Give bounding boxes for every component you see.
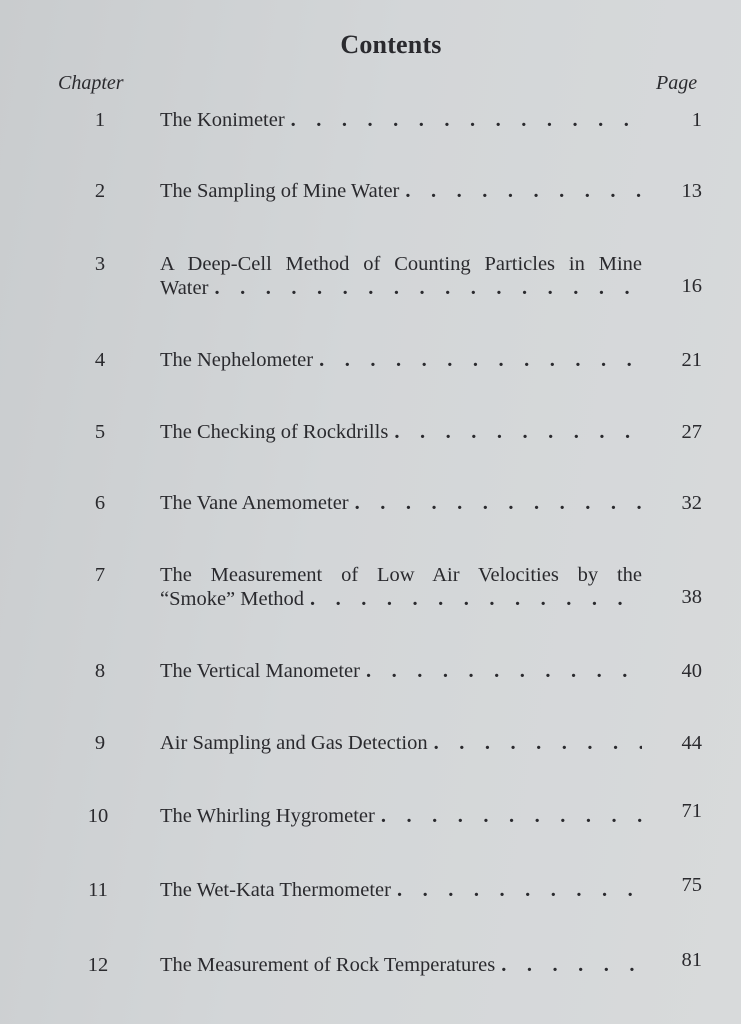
page-title: Contents (340, 30, 442, 59)
page-number: 44 (681, 732, 702, 754)
chapter-title: The Checking of Rockdrills (160, 421, 389, 443)
chapter-title: The Vertical Manometer (160, 660, 360, 682)
dot-leader (434, 731, 642, 755)
chapter-number: 2 (94, 180, 106, 202)
chapter-title: Air Sampling and Gas Detection (160, 732, 428, 754)
dot-leader (394, 420, 642, 444)
chapter-number: 10 (87, 805, 109, 827)
chapter-number: 5 (94, 421, 106, 443)
chapter-title-line-1: The Measurement of Low Air Velocities by the (160, 564, 642, 586)
page-number: 16 (681, 275, 702, 297)
chapter-number: 9 (94, 732, 106, 754)
page-number: 75 (681, 874, 702, 896)
page-column-header: Page (656, 72, 698, 94)
dot-leader (501, 953, 642, 977)
chapter-title-line-1: A Deep-Cell Method of Counting Particles in Mine (160, 253, 642, 275)
dot-leader (366, 659, 642, 683)
page-number: 71 (681, 800, 702, 822)
page-number: 38 (681, 586, 702, 608)
dot-leader (319, 348, 642, 372)
chapter-title-line-2: Water (160, 277, 209, 299)
chapter-number: 8 (94, 660, 106, 682)
dot-leader (214, 276, 642, 300)
chapter-title: The Konimeter (160, 109, 285, 131)
dot-leader (397, 878, 642, 902)
chapter-title: The Measurement of Rock Temperatures (160, 954, 496, 976)
dot-leader (310, 587, 642, 611)
page-number: 21 (681, 349, 702, 371)
chapter-title-line-2: “Smoke” Method (160, 588, 305, 610)
chapter-title: The Vane Anemometer (160, 492, 349, 514)
chapter-title: The Sampling of Mine Water (160, 180, 400, 202)
dot-leader (355, 491, 642, 515)
chapter-number: 4 (94, 349, 106, 371)
page-number: 27 (681, 421, 702, 443)
chapter-title: The Nephelometer (160, 349, 314, 371)
chapter-title: The Wet-Kata Thermometer (160, 879, 391, 901)
chapter-number: 3 (94, 253, 106, 275)
dot-leader (405, 179, 642, 203)
chapter-number: 1 (94, 109, 106, 131)
chapter-number: 11 (88, 879, 108, 901)
chapter-number: 7 (94, 564, 106, 586)
chapter-column-header: Chapter (58, 72, 124, 94)
dot-leader (381, 804, 642, 828)
page-number: 13 (681, 180, 702, 202)
chapter-number: 6 (94, 492, 106, 514)
page-number: 32 (681, 492, 702, 514)
page-number: 40 (681, 660, 702, 682)
dot-leader (291, 108, 642, 132)
page-number: 1 (691, 109, 702, 131)
chapter-number: 12 (87, 954, 109, 976)
page-number: 81 (681, 949, 702, 971)
chapter-title: The Whirling Hygrometer (160, 805, 375, 827)
